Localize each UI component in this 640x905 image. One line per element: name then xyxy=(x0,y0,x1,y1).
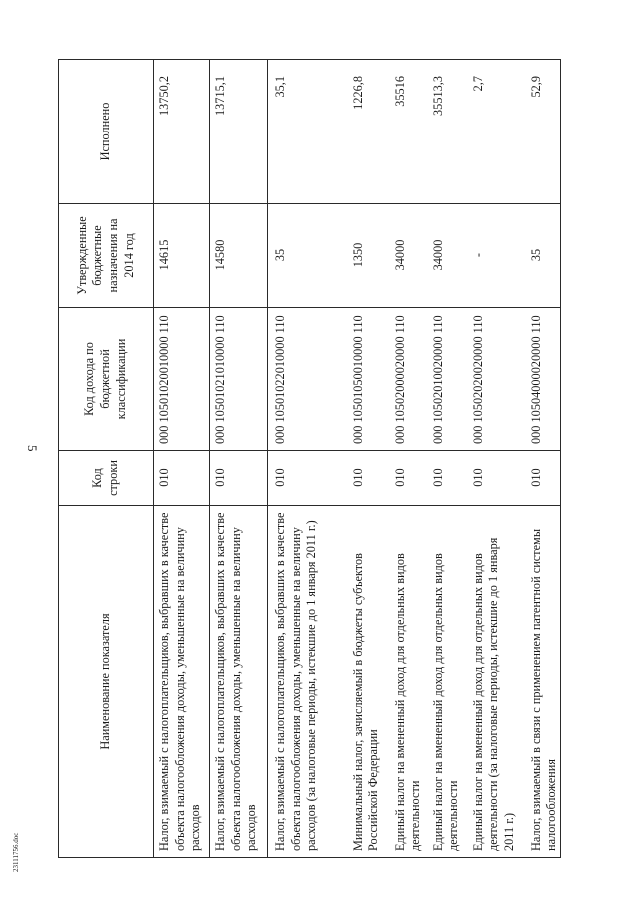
cell-budget-code: 000 10501020010000 110 xyxy=(154,308,210,451)
cell-approved: 34000 xyxy=(388,204,426,308)
header-approved: Утвержденные бюджетные назначения на 2014 год xyxy=(59,204,154,308)
table-row xyxy=(346,60,388,858)
cell-indicator-name: Единый налог на вмененный доход для отдельных видов деятельности (за налоговые периоды, истекшие до 1 января 2011 г.) xyxy=(466,506,524,858)
cell-approved: 35 xyxy=(268,204,346,308)
cell-indicator-name: Налог, взимаемый в связи с применением патентной системы налогообложения xyxy=(524,506,561,858)
cell-approved: 14580 xyxy=(210,204,268,308)
cell-line-code: 010 xyxy=(524,451,561,506)
cell-executed: 52,9 xyxy=(524,60,561,204)
header-indicator-name: Наименование показателя xyxy=(59,506,154,858)
cell-executed: 35513,3 xyxy=(426,60,466,204)
cell-executed: 2,7 xyxy=(466,60,524,204)
table-row xyxy=(154,60,210,858)
cell-indicator-name: Налог, взимаемый с налогоплательщиков, выбравших в качестве объекта налогообложения доходы, уменьшенные на величину расходов xyxy=(154,506,210,858)
cell-approved: 34000 xyxy=(426,204,466,308)
cell-indicator-name: Единый налог на вмененный доход для отдельных видов деятельности xyxy=(426,506,466,858)
cell-budget-code: 000 10501050010000 110 xyxy=(346,308,388,451)
cell-executed: 35,1 xyxy=(268,60,346,204)
header-executed: Исполнено xyxy=(59,60,154,204)
cell-budget-code: 000 10501021010000 110 xyxy=(210,308,268,451)
document-file-id: 23111756.doc xyxy=(12,832,20,872)
cell-indicator-name: Единый налог на вмененный доход для отдельных видов деятельности xyxy=(388,506,426,858)
cell-executed: 35516 xyxy=(388,60,426,204)
cell-line-code: 010 xyxy=(210,451,268,506)
cell-line-code: 010 xyxy=(154,451,210,506)
table-header-row xyxy=(59,60,154,858)
cell-approved: 1350 xyxy=(346,204,388,308)
cell-approved: - xyxy=(466,204,524,308)
table-row xyxy=(466,60,524,858)
cell-line-code: 010 xyxy=(268,451,346,506)
budget-revenue-table xyxy=(58,59,561,858)
cell-line-code: 010 xyxy=(388,451,426,506)
cell-approved: 35 xyxy=(524,204,561,308)
cell-line-code: 010 xyxy=(466,451,524,506)
cell-approved: 14615 xyxy=(154,204,210,308)
cell-executed: 1226,8 xyxy=(346,60,388,204)
cell-indicator-name: Налог, взимаемый с налогоплательщиков, выбравших в качестве объекта налогообложения доходы, уменьшенные на величину расходов (за налоговые периоды, истекшие до 1 января 2011 г.) xyxy=(268,506,346,858)
table-row xyxy=(388,60,426,858)
table-row xyxy=(268,60,346,858)
cell-indicator-name: Минимальный налог, зачисляемый в бюджеты субъектов Российской Федерации xyxy=(346,506,388,858)
table-row xyxy=(426,60,466,858)
cell-indicator-name: Налог, взимаемый с налогоплательщиков, выбравших в качестве объекта налогообложения доходы, уменьшенные на величину расходов xyxy=(210,506,268,858)
rotated-table-container xyxy=(58,60,559,858)
header-budget-code: Код дохода по бюджетной классификации xyxy=(59,308,154,451)
cell-budget-code: 000 10502020020000 110 xyxy=(466,308,524,451)
cell-line-code: 010 xyxy=(426,451,466,506)
cell-executed: 13750,2 xyxy=(154,60,210,204)
cell-budget-code: 000 10501022010000 110 xyxy=(268,308,346,451)
cell-budget-code: 000 10502010020000 110 xyxy=(426,308,466,451)
cell-budget-code: 000 10502000020000 110 xyxy=(388,308,426,451)
header-line-code: Код строки xyxy=(59,451,154,506)
page-number: 5 xyxy=(25,445,40,452)
table-row xyxy=(524,60,561,858)
cell-executed: 13715,1 xyxy=(210,60,268,204)
table-row xyxy=(210,60,268,858)
cell-budget-code: 000 10504000020000 110 xyxy=(524,308,561,451)
cell-line-code: 010 xyxy=(346,451,388,506)
